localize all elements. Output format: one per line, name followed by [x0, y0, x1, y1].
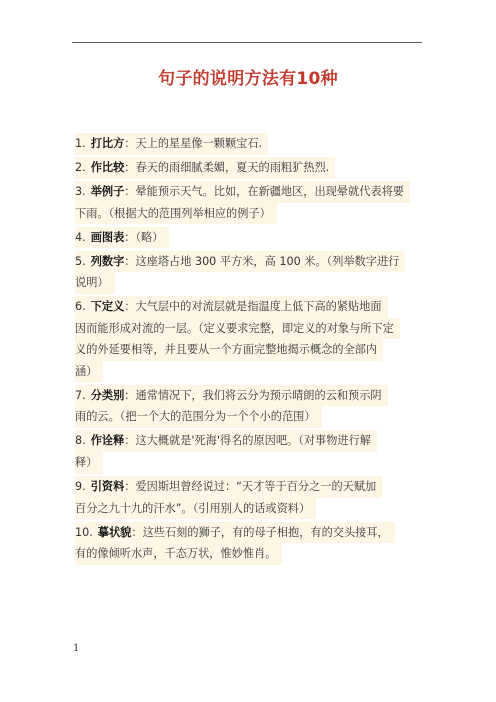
list-item-text: 释）: [75, 456, 98, 470]
list-item-line: [75, 406, 322, 428]
list-item-text: ：通常情况下，我们将云分为预示晴朗的云和预示阴: [124, 388, 382, 402]
list-item-number: 10.: [75, 525, 93, 539]
list-item: [75, 296, 423, 382]
list-item-line: [75, 498, 316, 520]
list-item-number: 8.: [75, 434, 86, 448]
list-item-term: 下定义: [90, 300, 125, 314]
list-item-number: 6.: [75, 300, 86, 314]
list-item-text: 说明）: [75, 276, 109, 290]
page-number: 1: [73, 643, 80, 654]
list-item: [75, 157, 423, 179]
list-item: [75, 476, 423, 519]
list-item-term: 举例子: [90, 184, 125, 198]
list-item-line: [75, 543, 282, 565]
list-item-text: ：晕能预示天气。比如，在新疆地区，出现晕就代表将要: [124, 184, 404, 198]
list-item-term: 作比较: [90, 160, 125, 174]
list-item: [75, 522, 423, 565]
list-item-text: 因而能形成对流的一层。（定义要求完整，即定义的对象与所下定: [75, 321, 394, 335]
list-item-text: ：春天的雨细腻柔媚，夏天的雨粗犷热烈.: [124, 160, 330, 174]
list-item-term: 作诠释: [90, 434, 125, 448]
list-item-line: [75, 251, 405, 273]
list-item-number: 3.: [75, 184, 86, 198]
list-item: [75, 251, 423, 294]
list-item-text: 雨的云。（把一个大的范围分为一个个小的范围）: [75, 410, 316, 424]
document-title: 句子的说明方法有10种: [158, 69, 338, 89]
list-item-line: [75, 203, 277, 225]
list-item-line: [75, 361, 103, 383]
list-item-text: ：这些石刻的狮子，有的母子相抱，有的交头接耳，: [131, 525, 389, 539]
list-item-text: 下雨。（根据大的范围列举相应的例子）: [75, 206, 271, 220]
list-item-line: [75, 296, 388, 318]
list-item-line: [75, 339, 383, 361]
list-item-line: [75, 522, 395, 544]
list-item-line: [75, 452, 103, 474]
list-item: [75, 430, 423, 473]
list-item-text: ：这大概就是'死海'得名的原因吧。（对事物进行解: [124, 434, 371, 448]
list-item-text: 百分之九十九的汗水”。（引用别人的话或资料）: [75, 501, 311, 515]
list-item: [75, 227, 423, 249]
list-item: [75, 133, 423, 155]
list-item-line: [75, 157, 335, 179]
list-item-number: 1.: [75, 137, 86, 150]
list-item: [75, 385, 423, 428]
header-rule: [72, 42, 422, 43]
list-item-term: 引资料: [90, 480, 125, 494]
list-item-text: 有的像倾听水声，千态万状，惟妙惟肖。: [75, 547, 277, 561]
list-item-line: [75, 385, 388, 407]
list-item-term: 分类别: [90, 388, 125, 402]
list-item-line: [75, 272, 115, 294]
list-item-text: ：（略）: [124, 230, 164, 244]
list-item-text: 涵）: [75, 364, 98, 378]
methods-list: [75, 133, 423, 565]
list-item-term: 打比方: [90, 137, 125, 150]
list-item-line: [75, 430, 377, 452]
list-item: [75, 181, 423, 224]
list-item-text: ：天上的星星像一颗颗宝石.: [124, 137, 263, 150]
list-item-line: [75, 476, 382, 498]
list-item-number: 4.: [75, 230, 86, 244]
list-item-term: 列数字: [90, 254, 125, 268]
list-item-number: 5.: [75, 254, 86, 268]
list-item-number: 9.: [75, 480, 86, 494]
list-item-line: [75, 318, 400, 340]
list-item-number: 7.: [75, 388, 86, 402]
list-item-text: ：大气层中的对流层就是指温度上低下高的紧贴地面: [124, 300, 382, 314]
list-item-term: 画图表: [90, 230, 125, 244]
list-item-text: 义的外延要相等，并且要从一个方面完整地揭示概念的全部内: [75, 343, 378, 357]
list-item-line: [75, 227, 169, 249]
list-item-text: ：爱因斯坦曾经说过：“天才等于百分之一的天赋加: [124, 480, 377, 494]
list-item-number: 2.: [75, 160, 86, 174]
list-item-line: [75, 133, 268, 155]
list-item-text: ：这座塔占地 300 平方米，高 100 米。（列举数字进行: [124, 254, 400, 268]
list-item-term: 摹状貌: [97, 525, 132, 539]
list-item-line: [75, 181, 410, 203]
